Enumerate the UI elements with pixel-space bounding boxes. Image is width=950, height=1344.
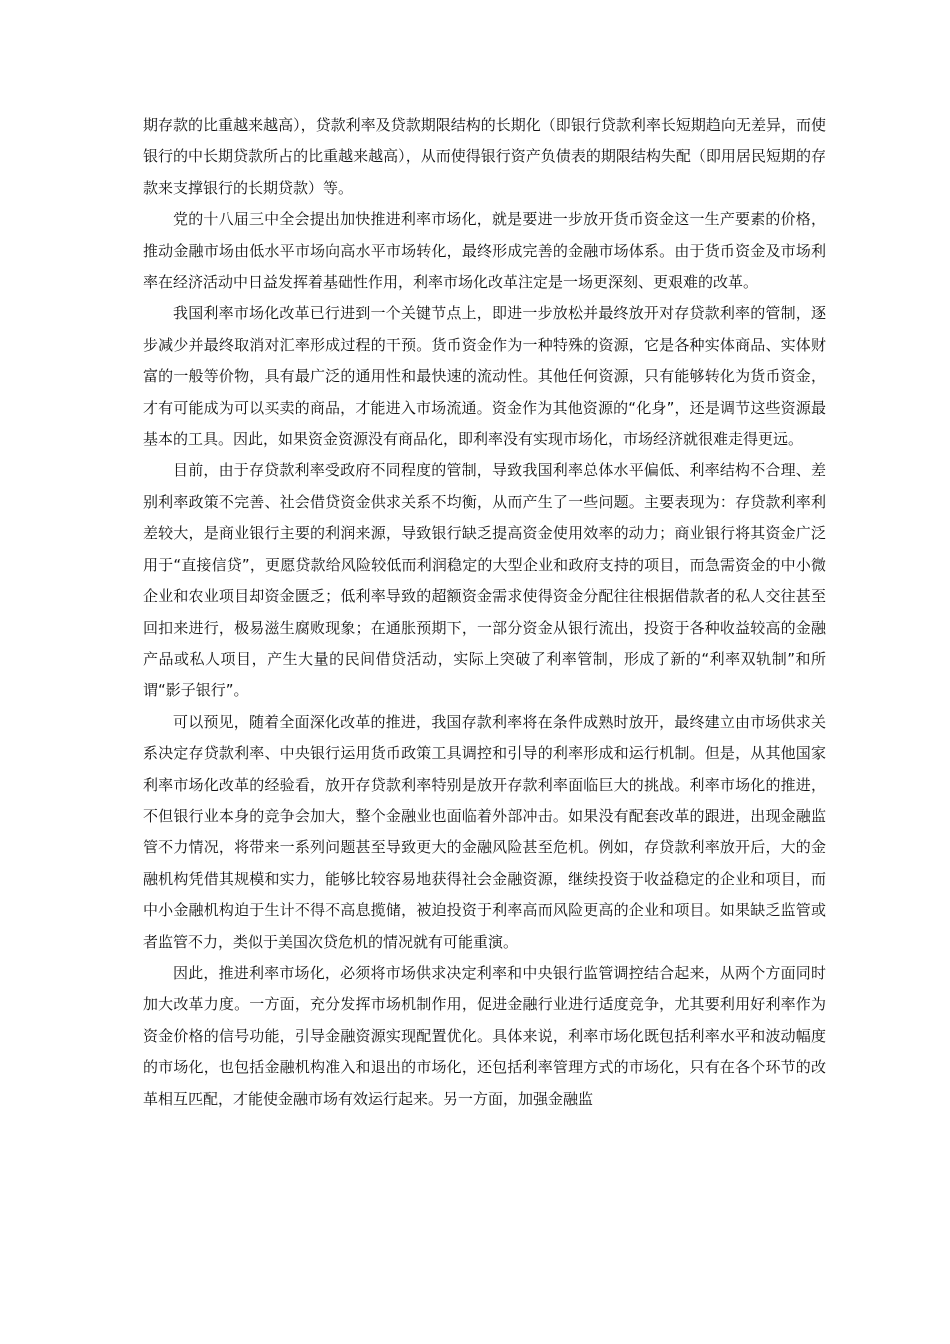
paragraph-key-node: 我国利率市场化改革已行进到一个关键节点上，即进一步放松并最终放开对存贷款利率的管制，逐步减少并最终取消对汇率形成过程的干预。货币资金作为一种特殊的资源，它是各种实体商品、实体财富的一般等价物，具有最广泛的通用性和最快速的流动性。其他任何资源，只有能够转化为货币资金，才有可能成为可以买卖的商品，才能进入市场流通。资金作为其他资源的“化身”，还是调节这些资源最基本的工具。因此，如果资金资源没有商品化，即利率没有实现市场化，市场经济就很难走得更远。 bbox=[143, 304, 826, 449]
paragraph-current-problems: 目前，由于存贷款利率受政府不同程度的管制，导致我国利率总体水平偏低、利率结构不合理、差别利率政策不完善、社会借贷资金供求关系不均衡，从而产生了一些问题。主要表现为：存贷款利率利差较大，是商业银行主要的利润来源，导致银行缺乏提高资金使用效率的动力；商业银行将其资金广泛用于“直接信贷”，更愿贷款给风险较低而利润稳定的大型企业和政府支持的项目，而急需资金的中小微企业和农业项目却资金匮乏；低利率导致的超额资金需求使得资金分配往往根据借款者的私人交往甚至回扣来进行，极易滋生腐败现象；在通胀预期下，一部分资金从银行流出，投资于各种收益较高的金融产品或私人项目，产生大量的民间借贷活动，实际上突破了利率管制，形成了新的“利率双轨制”和所谓“影子银行”。 bbox=[143, 461, 826, 700]
paragraph-therefore: 因此，推进利率市场化，必须将市场供求决定利率和中央银行监管调控结合起来，从两个方面同时加大改革力度。一方面，充分发挥市场机制作用，促进金融行业进行适度竞争，尤其要利用好利率作为资金价格的信号功能，引导金融资源实现配置优化。具体来说，利率市场化既包括利率水平和波动幅度的市场化，也包括金融机构准入和退出的市场化，还包括利率管理方式的市场化，只有在各个环节的改革相互匹配，才能使金融市场有效运行起来。另一方面，加强金融监 bbox=[143, 963, 826, 1108]
paragraph-third-plenum: 党的十八届三中全会提出加快推进利率市场化，就是要进一步放开货币资金这一生产要素的价格，推动金融市场由低水平市场向高水平市场转化，最终形成完善的金融市场体系。由于货币资金及市场利率在经济活动中日益发挥着基础性作用，利率市场化改革注定是一场更深刻、更艰难的改革。 bbox=[143, 210, 826, 292]
document-page bbox=[143, 110, 826, 1115]
paragraph-continuation: 期存款的比重越来越高），贷款利率及贷款期限结构的长期化（即银行贷款利率长短期趋向无差异，而使银行的中长期贷款所占的比重越来越高），从而使得银行资产负债表的期限结构失配（即用居民短期的存款来支撑银行的长期贷款）等。 bbox=[143, 116, 826, 197]
paragraph-foreseeable: 可以预见，随着全面深化改革的推进，我国存款利率将在条件成熟时放开，最终建立由市场供求关系决定存贷款利率、中央银行运用货币政策工具调控和引导的利率形成和运行机制。但是，从其他国家利率市场化改革的经验看，放开存贷款利率特别是放开存款利率面临巨大的挑战。利率市场化的推进，不但银行业本身的竞争会加大，整个金融业也面临着外部冲击。如果没有配套改革的跟进，出现金融监管不力情况，将带来一系列问题甚至导致更大的金融风险甚至危机。例如，存贷款利率放开后，大的金融机构凭借其规模和实力，能够比较容易地获得社会金融资源，继续投资于收益稳定的企业和项目，而中小金融机构迫于生计不得不高息揽储，被迫投资于利率高而风险更高的企业和项目。如果缺乏监管或者监管不力，类似于美国次贷危机的情况就有可能重演。 bbox=[143, 712, 826, 951]
